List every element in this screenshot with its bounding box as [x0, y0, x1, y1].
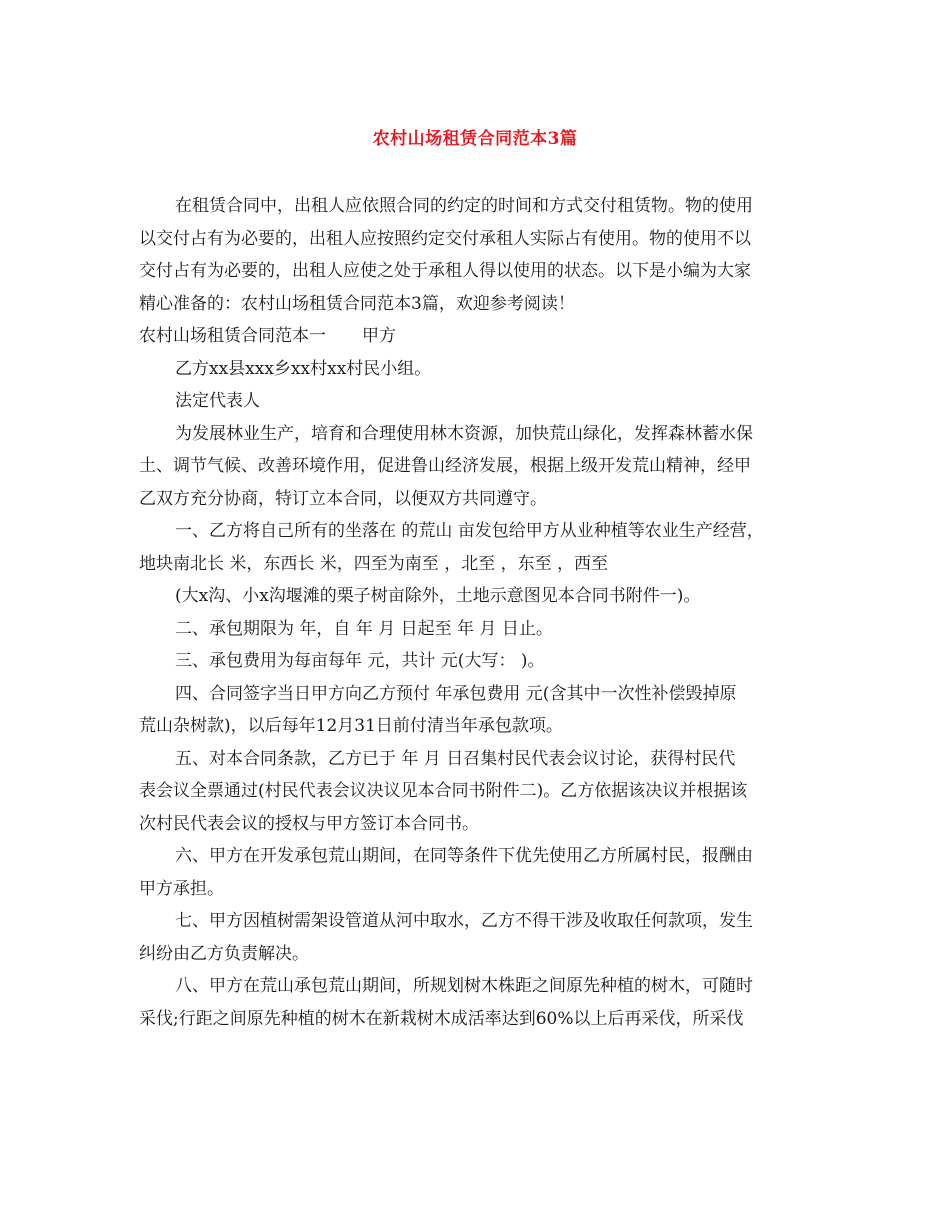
text-line-content: 法定代表人 [175, 391, 260, 411]
document-title: 农村山场租赁合同范本3篇 [372, 129, 578, 149]
text-line [139, 450, 815, 483]
text-line-content: 七、甲方因植树需架设管道从河中取水，乙方不得干涉及收取任何款项，发生 [175, 911, 753, 931]
text-line [139, 580, 815, 613]
text-line-content: 四、合同签字当日甲方向乙方预付 年承包费用 元(含其中一次性补偿毁掉原 [175, 683, 737, 704]
text-line [139, 938, 815, 971]
text-line-content: 五、对本合同条款，乙方已于 年 月 日召集村民代表会议讨论，获得村民代 [175, 748, 736, 769]
text-line [139, 775, 815, 808]
text-line-content: 土、调节气候、改善环境作用，促进鲁山经济发展，根据上级开发荒山精神，经甲 [139, 456, 751, 476]
text-line [139, 808, 815, 841]
text-line [139, 678, 815, 711]
text-line [139, 905, 815, 938]
text-line-content: 农村山场租赁合同范本一 [139, 326, 326, 346]
text-line [139, 548, 815, 581]
text-line [139, 255, 815, 288]
text-line-content: (大x沟、小x沟堰滩的栗子树亩除外，土地示意图见本合同书附件一)。 [175, 586, 701, 606]
text-line [139, 385, 815, 418]
text-line-content: 乙双方充分协商，特订立本合同，以便双方共同遵守。 [139, 488, 547, 509]
text-line-content: 八、甲方在荒山承包荒山期间，所规划树木株距之间原先种植的树木，可随时 [175, 976, 753, 996]
text-line [139, 190, 815, 223]
text-line-content: 纠纷由乙方负责解决。 [139, 943, 309, 964]
text-line [139, 320, 815, 353]
text-line [139, 645, 815, 678]
text-line-content: 二、承包期限为 年，自 年 月 日起至 年 月 日止。 [175, 618, 553, 639]
text-line-content: 表会议全票通过(村民代表会议决议见本合同书附件二)。乙方依据该决议并根据该 [139, 781, 748, 801]
document-body [139, 190, 815, 1035]
text-line-suffix: 甲方 [362, 326, 396, 346]
text-line-content: 采伐;行距之间原先种植的树木在新栽树木成活率达到60%以上后再采伐，所采伐 [139, 1008, 744, 1029]
text-line-content: 次村民代表会议的授权与甲方签订本合同书。 [139, 813, 479, 834]
text-line-content: 甲方承担。 [139, 878, 224, 899]
text-line-content: 精心准备的：农村山场租赁合同范本3篇，欢迎参考阅读！ [139, 293, 575, 314]
text-line [139, 840, 815, 873]
text-line-content: 为发展林业生产，培育和合理使用林木资源，加快荒山绿化，发挥森林蓄水保 [175, 423, 753, 444]
text-line-content: 在租赁合同中，出租人应依照合同的约定的时间和方式交付租赁物。物的使用 [175, 196, 753, 216]
text-line-content: 交付占有为必要的，出租人应使之处于承租人得以使用的状态。以下是小编为大家 [139, 261, 751, 281]
text-line-content: 地块南北长 米，东西长 米，四至为南至 ，北至 ，东至 ，西至 [139, 553, 609, 574]
text-line [139, 873, 815, 906]
text-line [139, 223, 815, 256]
text-line [139, 483, 815, 516]
text-line [139, 418, 815, 451]
text-line [139, 970, 815, 1003]
text-line [139, 1003, 815, 1036]
text-line [139, 288, 815, 321]
text-line-content: 以交付占有为必要的，出租人应按照约定交付承租人实际占有使用。物的使用不以 [139, 228, 751, 249]
text-line-content: 一、乙方将自己所有的坐落在 的荒山 亩发包给甲方从业种植等农业生产经营， [175, 521, 764, 541]
text-line [139, 743, 815, 776]
text-line [139, 613, 815, 646]
text-line [139, 515, 815, 548]
text-line [139, 710, 815, 743]
text-line [139, 353, 815, 386]
text-line-content: 三、承包费用为每亩每年 元，共计 元(大写： )。 [175, 651, 545, 671]
text-line-content: 六、甲方在开发承包荒山期间，在同等条件下优先使用乙方所属村民，报酬由 [175, 846, 753, 866]
text-line-content: 乙方xx县xxx乡xx村xx村民小组。 [175, 358, 432, 379]
text-line-content: 荒山杂树款)，以后每年12月31日前付清当年承包款项。 [139, 716, 563, 736]
